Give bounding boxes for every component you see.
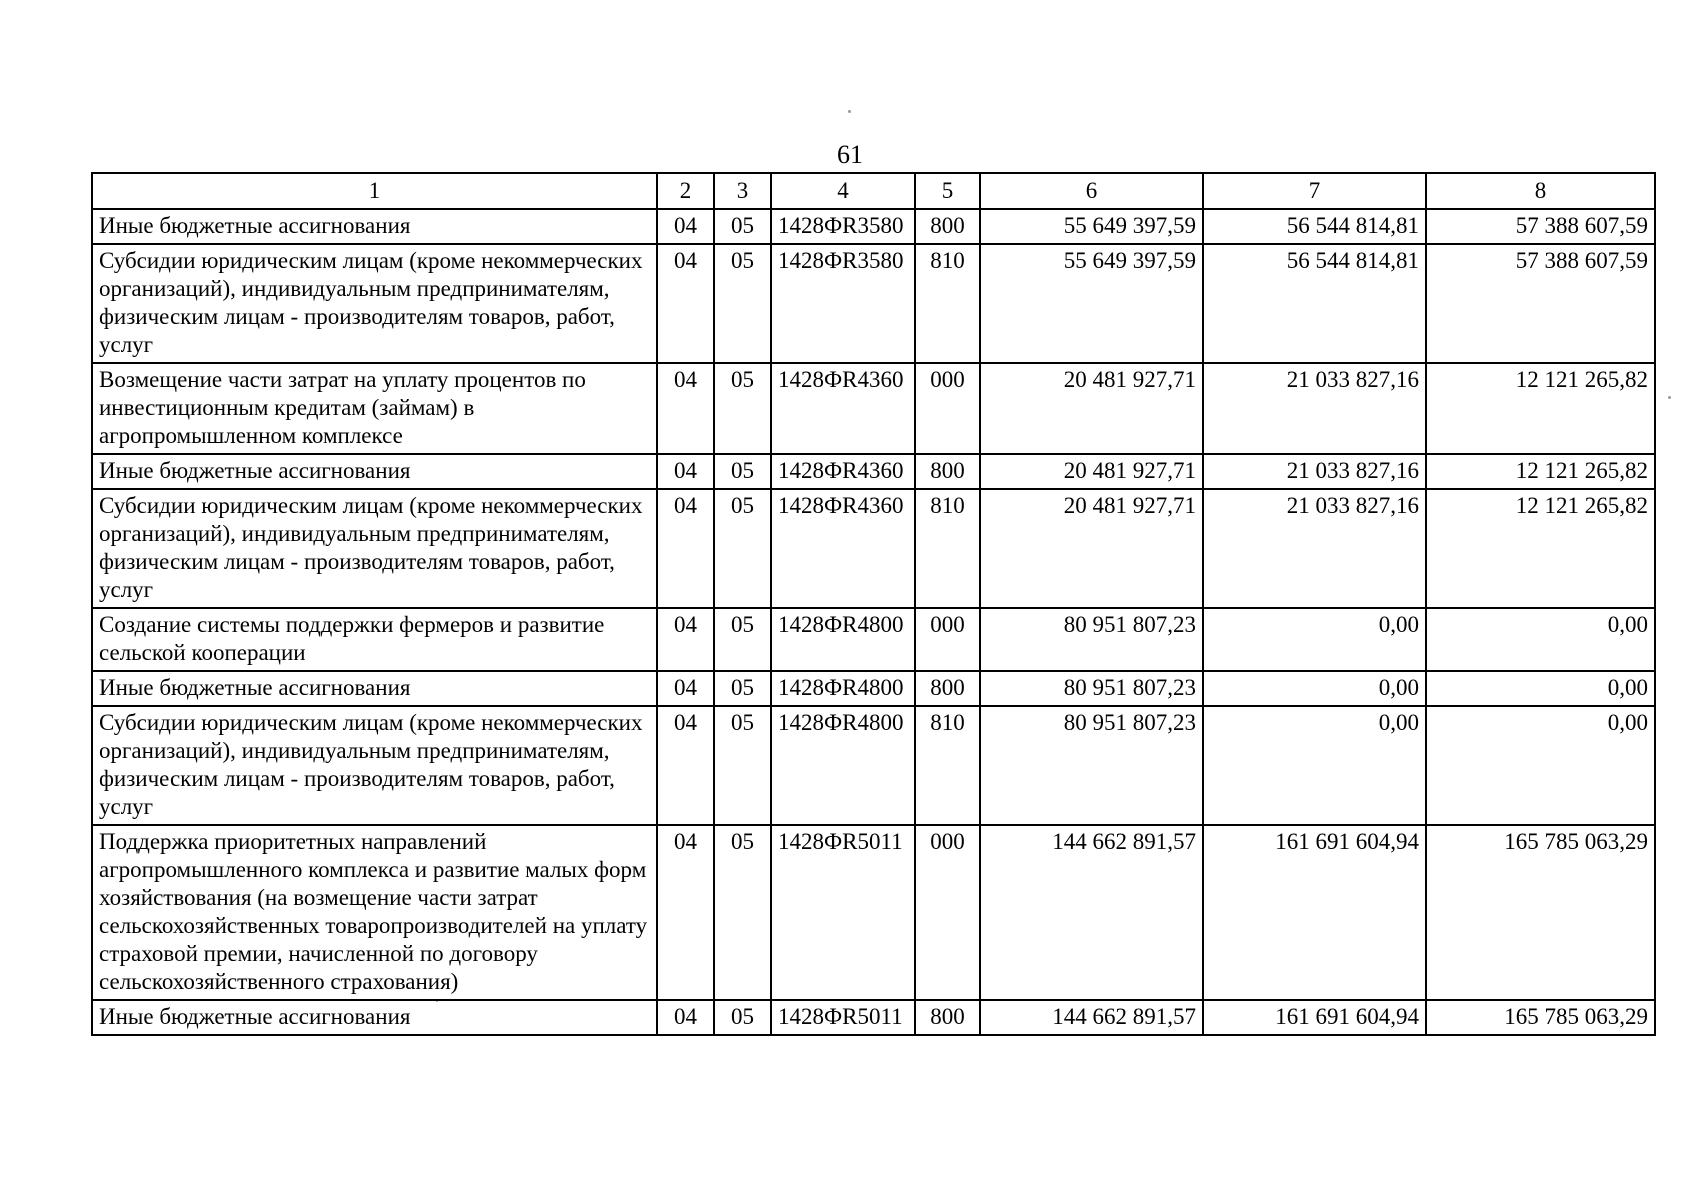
expense-type-code: 800 <box>915 671 980 706</box>
expense-type-code: 800 <box>915 209 980 244</box>
amount-col-8: 165 785 063,29 <box>1426 1000 1655 1035</box>
header-cell-4: 4 <box>771 173 915 209</box>
expense-type-code: 000 <box>915 825 980 1000</box>
amount-col-8: 0,00 <box>1426 671 1655 706</box>
amount-col-7: 161 691 604,94 <box>1203 1000 1426 1035</box>
section-code: 04 <box>657 209 714 244</box>
subsection-code: 05 <box>714 608 771 671</box>
table-row <box>92 706 1655 825</box>
section-code: 04 <box>657 608 714 671</box>
amount-col-6: 144 662 891,57 <box>980 825 1203 1000</box>
item-name: Создание системы поддержки фермеров и развитие сельской кооперации <box>92 608 657 671</box>
amount-col-6: 20 481 927,71 <box>980 454 1203 489</box>
expense-type-code: 810 <box>915 489 980 608</box>
table-row <box>92 608 1655 671</box>
amount-col-7: 161 691 604,94 <box>1203 825 1426 1000</box>
target-article-code: 1428ФR3580 <box>771 209 915 244</box>
amount-col-8: 0,00 <box>1426 706 1655 825</box>
table-row <box>92 209 1655 244</box>
section-code: 04 <box>657 489 714 608</box>
item-name: Возмещение части затрат на уплату процентов по инвестиционным кредитам (займам) в агропромышленном комплексе <box>92 363 657 454</box>
table-row <box>92 671 1655 706</box>
target-article-code: 1428ФR4800 <box>771 671 915 706</box>
section-code: 04 <box>657 363 714 454</box>
amount-col-7: 0,00 <box>1203 608 1426 671</box>
header-cell-3: 3 <box>714 173 771 209</box>
amount-col-8: 57 388 607,59 <box>1426 244 1655 363</box>
table-row <box>92 489 1655 608</box>
expense-type-code: 810 <box>915 244 980 363</box>
section-code: 04 <box>657 671 714 706</box>
section-code: 04 <box>657 825 714 1000</box>
header-cell-2: 2 <box>657 173 714 209</box>
target-article-code: 1428ФR4360 <box>771 363 915 454</box>
amount-col-6: 20 481 927,71 <box>980 363 1203 454</box>
item-name: Субсидии юридическим лицам (кроме некоммерческих организаций), индивидуальным предпринимателям, физическим лицам - производителям товаров, работ, услуг <box>92 244 657 363</box>
header-cell-1: 1 <box>92 173 657 209</box>
subsection-code: 05 <box>714 244 771 363</box>
item-name: Субсидии юридическим лицам (кроме некоммерческих организаций), индивидуальным предпринимателям, физическим лицам - производителям товаров, работ, услуг <box>92 489 657 608</box>
section-code: 04 <box>657 454 714 489</box>
header-cell-8: 8 <box>1426 173 1655 209</box>
subsection-code: 05 <box>714 671 771 706</box>
header-cell-5: 5 <box>915 173 980 209</box>
amount-col-7: 0,00 <box>1203 671 1426 706</box>
amount-col-8: 12 121 265,82 <box>1426 489 1655 608</box>
item-name: Иные бюджетные ассигнования <box>92 1000 657 1035</box>
section-code: 04 <box>657 1000 714 1035</box>
header-cell-7: 7 <box>1203 173 1426 209</box>
scan-speck <box>848 110 851 113</box>
table-row <box>92 244 1655 363</box>
item-name: Иные бюджетные ассигнования <box>92 671 657 706</box>
target-article-code: 1428ФR4800 <box>771 706 915 825</box>
target-article-code: 1428ФR3580 <box>771 244 915 363</box>
item-name: Субсидии юридическим лицам (кроме некоммерческих организаций), индивидуальным предпринимателям, физическим лицам - производителям товаров, работ, услуг <box>92 706 657 825</box>
item-name: Поддержка приоритетных направлений агропромышленного комплекса и развитие малых форм хозяйствования (на возмещение части затрат сельскохозяйственных товаропроизводителей на уплату страховой премии, начисленной по договору сельскохозяйственного страхования) <box>92 825 657 1000</box>
header-cell-6: 6 <box>980 173 1203 209</box>
subsection-code: 05 <box>714 489 771 608</box>
amount-col-7: 56 544 814,81 <box>1203 244 1426 363</box>
subsection-code: 05 <box>714 1000 771 1035</box>
amount-col-7: 21 033 827,16 <box>1203 489 1426 608</box>
amount-col-8: 12 121 265,82 <box>1426 454 1655 489</box>
table-row <box>92 825 1655 1000</box>
target-article-code: 1428ФR4800 <box>771 608 915 671</box>
subsection-code: 05 <box>714 363 771 454</box>
amount-col-8: 12 121 265,82 <box>1426 363 1655 454</box>
table-row <box>92 1000 1655 1035</box>
amount-col-8: 165 785 063,29 <box>1426 825 1655 1000</box>
amount-col-6: 55 649 397,59 <box>980 244 1203 363</box>
item-name: Иные бюджетные ассигнования <box>92 209 657 244</box>
target-article-code: 1428ФR5011 <box>771 1000 915 1035</box>
subsection-code: 05 <box>714 209 771 244</box>
target-article-code: 1428ФR4360 <box>771 489 915 608</box>
scan-speck <box>1668 396 1671 399</box>
amount-col-7: 0,00 <box>1203 706 1426 825</box>
target-article-code: 1428ФR5011 <box>771 825 915 1000</box>
page-number: 61 <box>837 140 863 169</box>
target-article-code: 1428ФR4360 <box>771 454 915 489</box>
expense-type-code: 000 <box>915 608 980 671</box>
section-code: 04 <box>657 244 714 363</box>
expense-type-code: 810 <box>915 706 980 825</box>
amount-col-8: 0,00 <box>1426 608 1655 671</box>
amount-col-6: 144 662 891,57 <box>980 1000 1203 1035</box>
expense-type-code: 000 <box>915 363 980 454</box>
section-code: 04 <box>657 706 714 825</box>
amount-col-7: 21 033 827,16 <box>1203 363 1426 454</box>
subsection-code: 05 <box>714 706 771 825</box>
header-row <box>92 173 1655 209</box>
subsection-code: 05 <box>714 825 771 1000</box>
item-name: Иные бюджетные ассигнования <box>92 454 657 489</box>
amount-col-6: 55 649 397,59 <box>980 209 1203 244</box>
expense-type-code: 800 <box>915 454 980 489</box>
budget-allocation-table <box>91 172 1656 1036</box>
amount-col-6: 80 951 807,23 <box>980 706 1203 825</box>
table-row <box>92 363 1655 454</box>
amount-col-6: 80 951 807,23 <box>980 608 1203 671</box>
subsection-code: 05 <box>714 454 771 489</box>
expense-type-code: 800 <box>915 1000 980 1035</box>
amount-col-6: 20 481 927,71 <box>980 489 1203 608</box>
amount-col-7: 21 033 827,16 <box>1203 454 1426 489</box>
amount-col-7: 56 544 814,81 <box>1203 209 1426 244</box>
amount-col-6: 80 951 807,23 <box>980 671 1203 706</box>
table-row <box>92 454 1655 489</box>
amount-col-8: 57 388 607,59 <box>1426 209 1655 244</box>
